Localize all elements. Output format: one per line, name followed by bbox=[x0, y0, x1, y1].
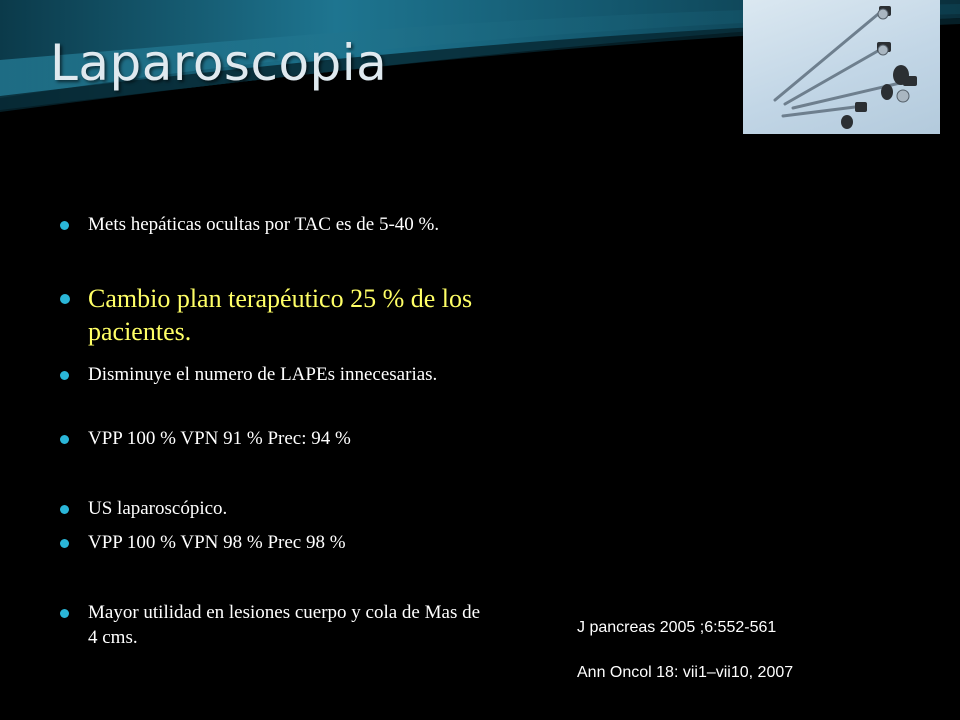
bullet-text: US laparoscópico. bbox=[88, 498, 228, 519]
bullet-dot bbox=[60, 609, 69, 618]
bullet-text: VPP 100 % VPN 91 % Prec: 94 % bbox=[88, 428, 351, 449]
bullet-text: VPP 100 % VPN 98 % Prec 98 % bbox=[88, 532, 346, 553]
bullet-dot bbox=[60, 294, 70, 304]
bullet-text: Mayor utilidad en lesiones cuerpo y cola de Mas de 4 cms. bbox=[88, 602, 481, 648]
slide-title: Laparoscopia bbox=[50, 34, 388, 92]
bullet-dot bbox=[60, 435, 69, 444]
laparoscope-instruments-image bbox=[743, 0, 940, 134]
reference-citation: Ann Oncol 18: vii1–vii10, 2007 bbox=[577, 664, 794, 681]
laparoscope-illustration bbox=[743, 0, 940, 134]
bullet-text-highlight: Cambio plan terapéutico 25 % de los pacientes. bbox=[88, 284, 473, 346]
bullet-text: Disminuye el numero de LAPEs innecesarias. bbox=[88, 364, 438, 385]
bullet-dot bbox=[60, 505, 69, 514]
reference-citation: J pancreas 2005 ;6:552-561 bbox=[577, 619, 777, 636]
bullet-dot bbox=[60, 221, 69, 230]
bullet-dot bbox=[60, 371, 69, 380]
bullet-text: Mets hepáticas ocultas por TAC es de 5-40 %. bbox=[88, 214, 440, 235]
bullet-dot bbox=[60, 539, 69, 548]
